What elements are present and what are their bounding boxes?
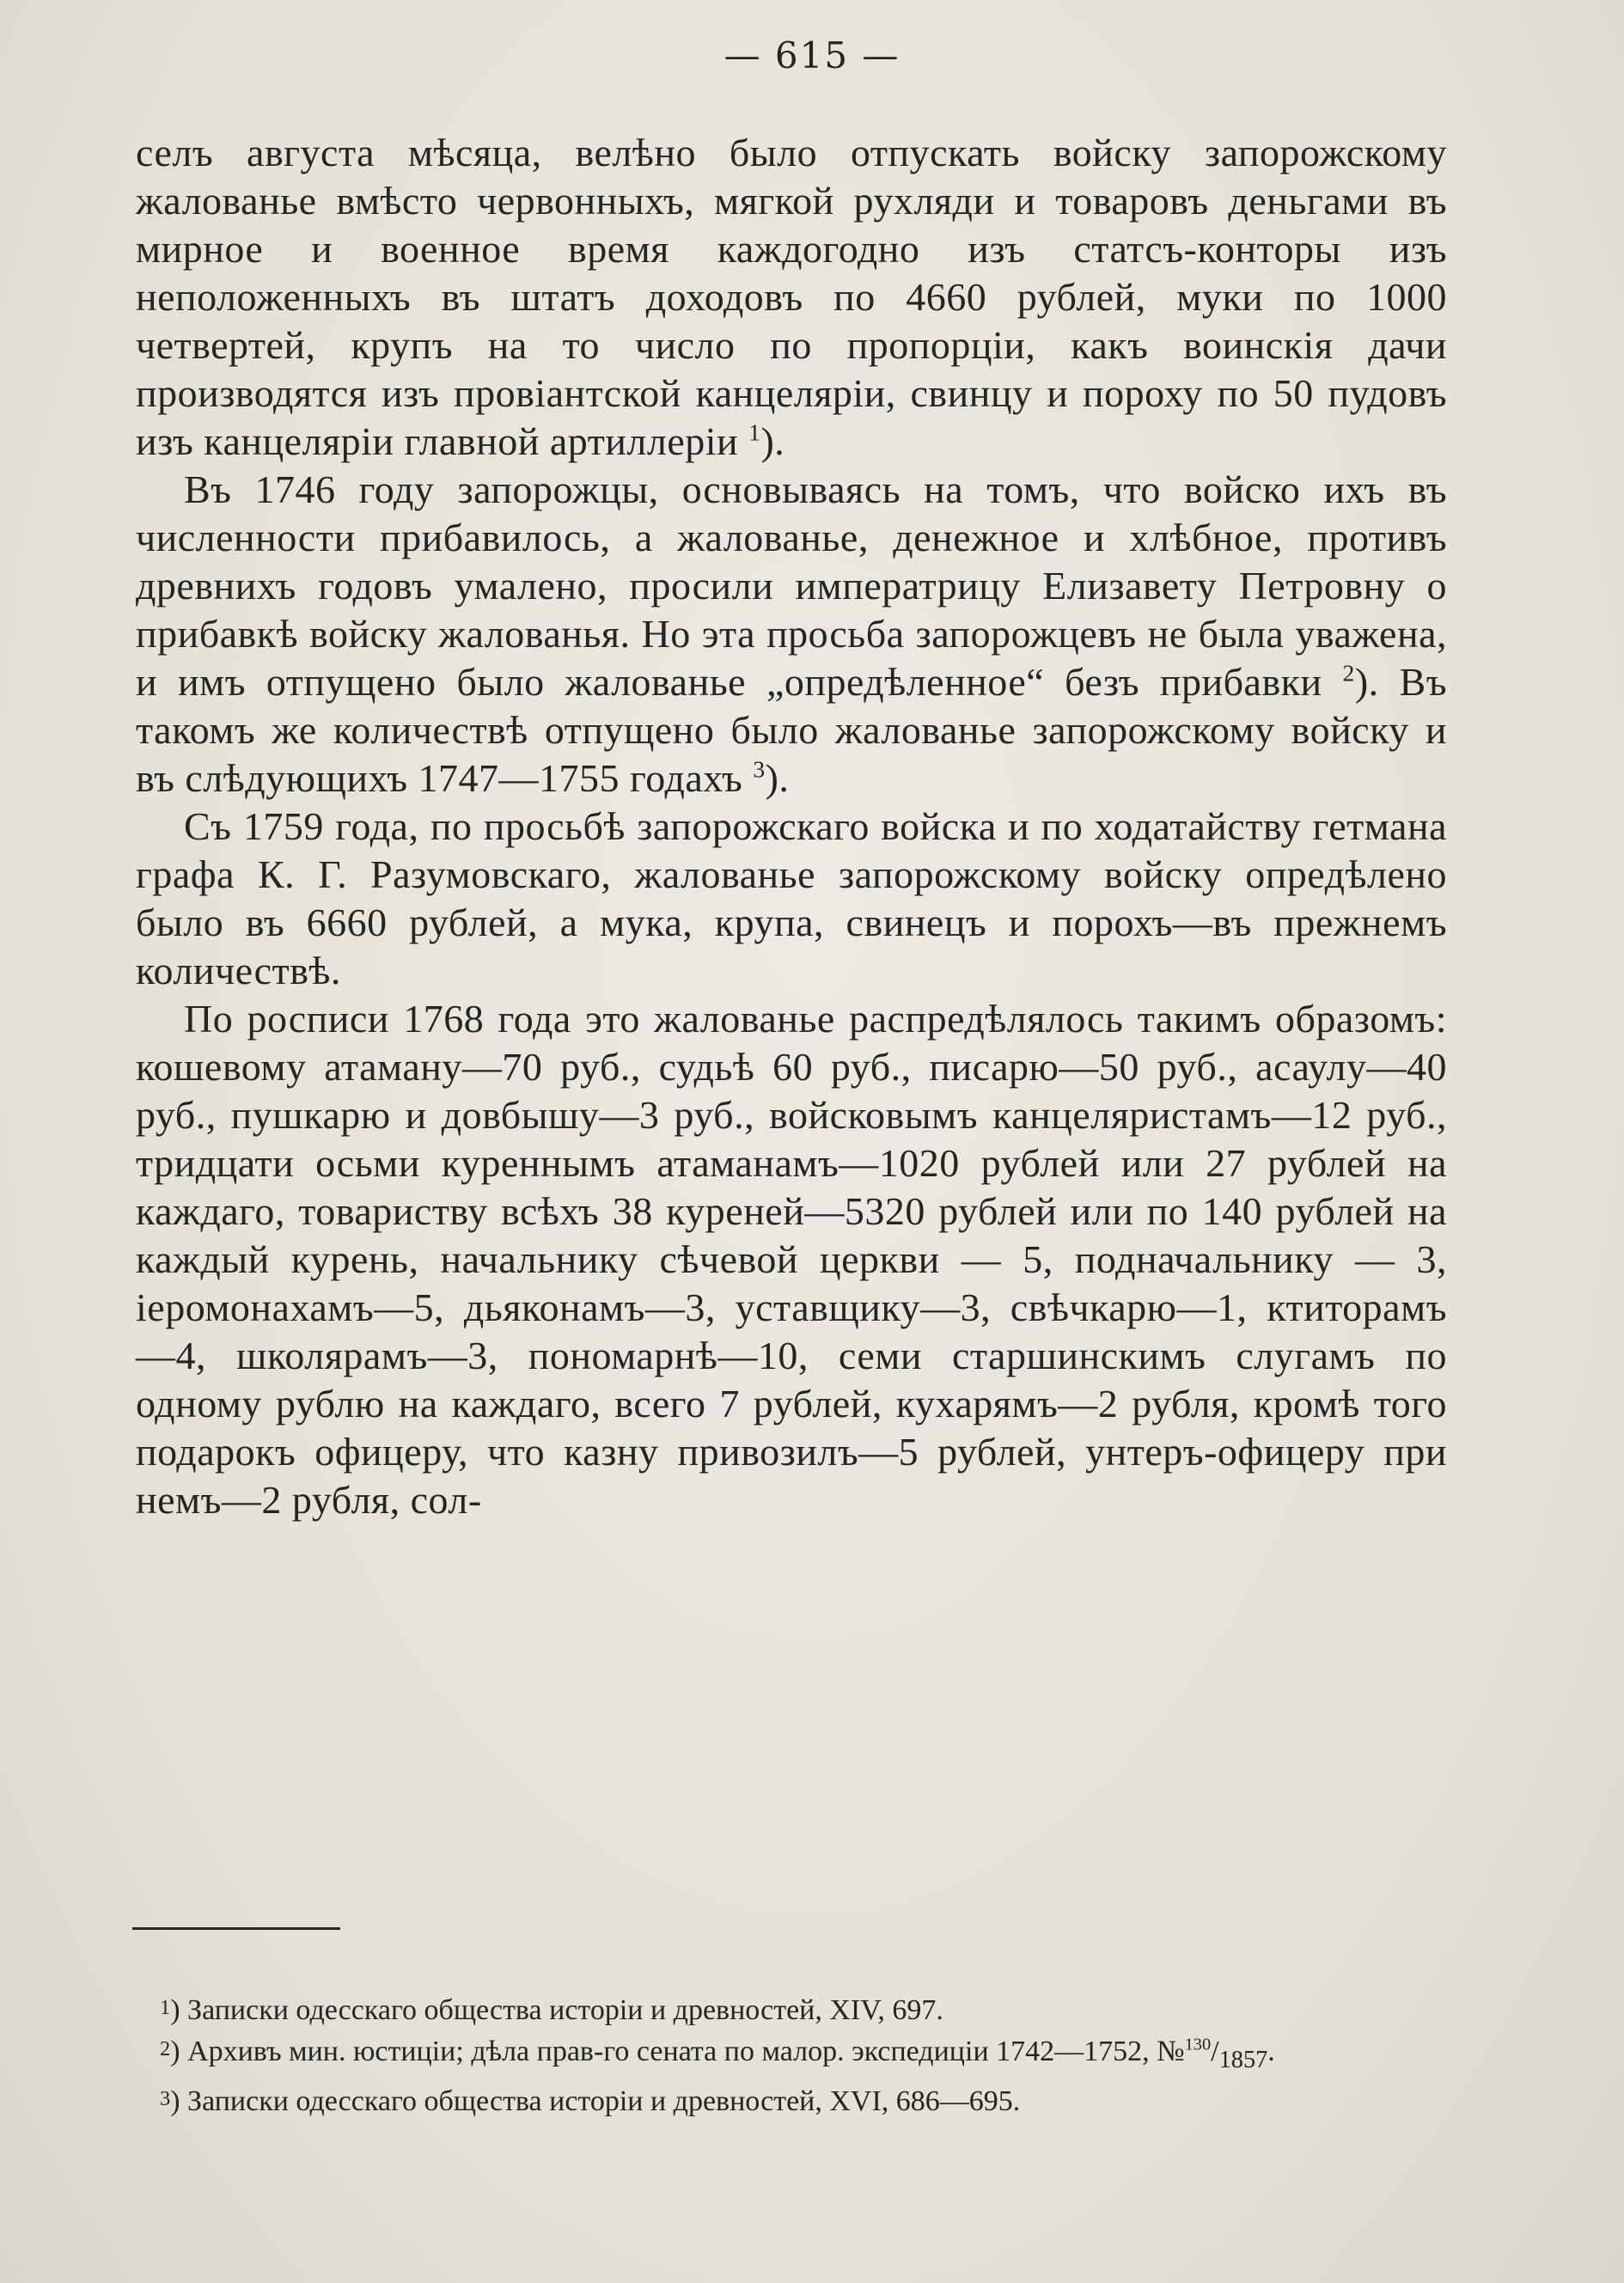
paragraph-1: селъ августа мѣсяца, велѣно было отпускать войску запорожскому жалованье вмѣсто червонныхъ, мягкой рухляди и товаровъ деньгами въ мирное и военное время каждогодно изъ статсъ-конторы изъ неположенныхъ въ штатъ доходовъ по 4660 рублей, муки по 1000 четвертей, крупъ на то число по пропорціи, какъ воинскія дачи производятся изъ провіантской канцеляріи, свинцу и пороху по 50 пудовъ изъ канцеляріи главной артиллеріи $^1$). (136, 131, 1447, 463)
footnote-ref-3: 3 (753, 755, 766, 783)
archive-fraction-numerator: 130 (1184, 2035, 1212, 2054)
page-number: — 615 — (723, 34, 901, 76)
footnote-2: 2) Архивъ мин. юстиціи; дѣла прав-го сената по малор. экспедиціи 1742—1752, $№^{130}/_{1857}$. (160, 2035, 1275, 2073)
paragraph-4: По росписи 1768 года это жалованье распредѣлялось такимъ образомъ: кошевому атаману—70 руб., судьѣ 60 руб., писарю—50 руб., асаулу—40 руб., пушкарю и довбышу—3 руб., войсковымъ канцеляристамъ—12 руб., тридцати осьми куреннымъ атаманамъ—1020 рублей или 27 рублей на каждаго, товариству всѣхъ 38 куреней—5320 рублей или по 140 рублей на каждый курень, начальнику сѣчевой церкви — 5, подначальнику — 3, іеромонахамъ—5, дьяконамъ—3, уставщику—3, свѣчкарю—1, ктиторамъ—4, школярамъ—3, пономарнѣ—10, семи старшинскимъ слугамъ по одному рублю на каждаго, всего 7 рублей, кухарямъ—2 рубля, кромѣ того подарокъ офицеру, что казну привозилъ—5 рублей, унтеръ-офицеру при немъ—2 рубля, сол- (136, 997, 1447, 1522)
footnote-1: 1) Записки одесскаго общества исторіи и древностей, XIV, 697. (160, 1994, 943, 2026)
paragraph-2: Въ 1746 году запорожцы, основываясь на томъ, что войско ихъ въ численности прибавилось, а жалованье, денежное и хлѣбное, противъ древнихъ годовъ умалено, просили императрицу Елизавету Петровну о прибавкѣ войску жалованья. Но эта просьба запорожцевъ не была уважена, и имъ отпущено было жалованье „опредѣленное“ безъ прибавки $^2$). Въ такомъ же количествѣ отпущено было жалованье запорожскому войску и въ слѣдующихъ 1747—1755 годахъ $^3$). (136, 467, 1448, 800)
footnotes (131, 1990, 1402, 2122)
paragraph-3: Съ 1759 года, по просьбѣ запорожскаго войска и по ходатайству гетмана графа К. Г. Разумовскаго, жалованье запорожскому войску опредѣлено было въ 6660 рублей, а мука, крупа, свинецъ и порохъ—въ прежнемъ количествѣ. (136, 804, 1447, 992)
footnote-3: 3) Записки одесскаго общества исторіи и древностей, XVI, 686—695. (160, 2085, 1021, 2117)
archive-fraction-denominator: 1857 (1218, 2046, 1268, 2073)
footnote-divider (132, 1927, 340, 1930)
main-text (136, 129, 1447, 1524)
footnote-ref-2: 2 (1342, 659, 1355, 687)
footnote-ref-1: 1 (748, 418, 761, 446)
